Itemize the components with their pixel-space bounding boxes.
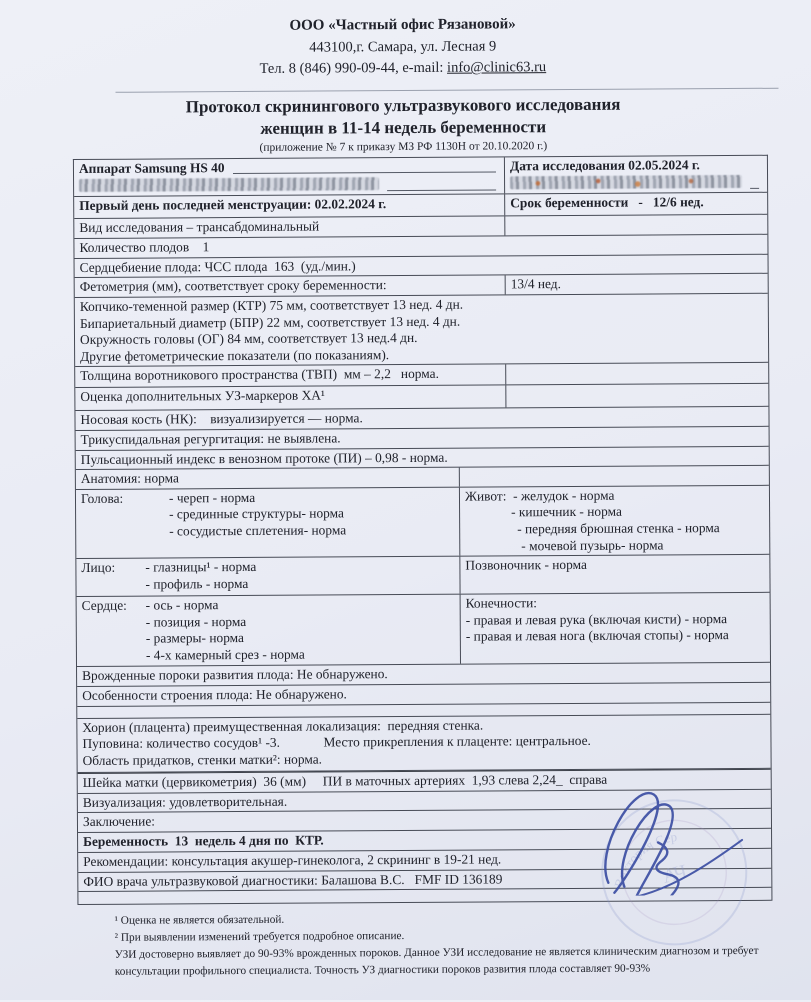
face-label: Лицо: xyxy=(81,560,116,576)
heart-axis-text: - ось - норма xyxy=(145,597,219,613)
header-divider xyxy=(116,88,779,93)
disclaimer-text: УЗИ достоверно выявляет до 90-93% врожденных пороков. Данное УЗИ исследование не является клиническим диагнозом и требует консультации профильного специалиста. Точность УЗ диагностики пороков развития плода составляет 90-93% xyxy=(114,944,762,978)
anatomy-text: Анатомия: норма xyxy=(80,470,180,487)
conclusion-text: Беременность 13 недель 4 дня по КТР. xyxy=(83,832,324,849)
midline-structures-text: - срединные структуры- норма xyxy=(169,505,345,522)
nasal-bone-text: Носовая кость (НК): визуализируется — норма. xyxy=(80,410,363,428)
congenital-text: Врожденные пороки развития плода: Не обнаружено. xyxy=(82,665,388,683)
orbits-text: - глазницы¹ - норма xyxy=(145,559,257,575)
document-title-line1: Протокол скринингового ультразвукового исследования xyxy=(185,94,621,117)
four-chamber-text: - 4-х камерный срез - норма xyxy=(145,646,305,663)
stamp-arc-text: Виктория Сер xyxy=(611,828,678,890)
clinic-address: 443100,г. Самара, ул. Лесная 9 xyxy=(309,37,497,56)
recommendations-text: Рекомендации: консультация акушер-гинеколога, 2 скрининг в 19-21 нед. xyxy=(83,851,502,869)
blank-line xyxy=(387,177,496,192)
redacted-handwriting xyxy=(510,175,742,189)
clinic-phone: Тел. 8 (846) 990-09-44, e-mail: xyxy=(259,59,448,78)
abdominal-wall-text: - передняя брюшная стенка - норма xyxy=(517,520,720,537)
study-date-text: Дата исследования 02.05.2024 г. xyxy=(509,157,700,174)
fetometry-label: Фетометрия (мм), соответствует сроку беременности: xyxy=(79,277,387,295)
ktr-text: Копчико-теменной размер (КТР) 75 мм, соответствует 13 нед. 4 дн. xyxy=(79,296,464,314)
clinic-name: ООО «Частный офис Рязановой» xyxy=(289,16,516,34)
clinic-contacts xyxy=(0,56,808,83)
cell-study-date xyxy=(504,156,767,194)
adnexa-text: Область придатков, стенки матки²: норма. xyxy=(82,751,323,768)
umbilical-cord-text: Пуповина: количество сосудов¹ -3. Место прикрепления к плаценте: центральное. xyxy=(82,733,591,752)
row-face-spine xyxy=(76,555,769,597)
row-apparatus xyxy=(74,156,767,198)
og-text: Окружность головы (ОГ) 84 мм, соответствует 13 нед.4 дн. xyxy=(79,330,418,348)
choroid-plexus-text: - сосудистые сплетения- норма xyxy=(169,522,347,539)
chorion-text: Хорион (плацента) преимущественная локализация: передняя стенка. xyxy=(82,717,484,735)
study-type-text: Вид исследования – трансабдоминальный xyxy=(79,219,320,236)
fetus-count-text: Количество плодов 1 xyxy=(79,239,210,256)
pulsation-index-text: Пульсационный индекс в венозном протоке (ПИ) – 0,98 - норма. xyxy=(80,449,448,467)
fetometry-value: 13/4 нед. xyxy=(510,276,561,292)
tvp-text: Толщина воротникового пространства (ТВП) мм – 2,2 норма. xyxy=(80,366,439,384)
features-text: Особенности строения плода: Не обнаружено. xyxy=(82,686,347,703)
legs-text: - правая и левая нога (включая стопы) - норма xyxy=(465,627,729,645)
cervix-text: Шейка матки (цервикометрия) 36 (мм) ПИ в маточных артериях 1,93 слева 2,24_ справа xyxy=(82,771,608,790)
heart-position-text: - позиция - норма xyxy=(145,613,247,630)
empty-cell xyxy=(459,466,769,487)
other-fetometry-text: Другие фетометрические показатели (по показаниям). xyxy=(80,346,390,364)
row-fetometry-details xyxy=(75,294,768,368)
arms-text: - правая и левая рука (включая кисти) - норма xyxy=(465,610,728,628)
head-label: Голова: xyxy=(80,490,124,506)
empty-cell xyxy=(505,384,768,408)
stamp-center-text: АЧ xyxy=(660,860,690,888)
bladder-text: - мочевой пузырь- норма xyxy=(521,537,664,553)
redacted-patient-name xyxy=(79,178,379,193)
cell-heart xyxy=(77,595,460,666)
skull-text: - череп - норма xyxy=(168,489,256,506)
doctor-signature xyxy=(586,770,747,896)
clinic-email-link[interactable]: info@clinic63.ru xyxy=(446,59,547,76)
heartbeat-text: Сердцебиение плода: ЧСС плода 163 (уд./мин.) xyxy=(79,258,356,275)
bpr-text: Бипариетальный диаметр (БПР) 22 мм, соответствует 13 нед. 4 дн. xyxy=(79,313,461,331)
profile-text: - профиль - норма xyxy=(145,575,249,592)
last-menstruation-text: Первый день последней менструации: 02.02.2024 г. xyxy=(79,196,387,214)
document-title-line2: женщин в 11-14 недель беременности xyxy=(260,117,547,139)
heart-label: Сердце: xyxy=(81,597,127,614)
tricuspid-text: Трикуспидальная регургитация: не выявлена. xyxy=(80,430,341,447)
conclusion-label: Заключение: xyxy=(82,813,156,830)
heart-size-text: - размеры- норма xyxy=(145,630,245,647)
row-chorion xyxy=(77,714,770,772)
gestation-term-text: Срок беременности - 12/6 нед. xyxy=(510,194,704,211)
cell-apparatus xyxy=(74,157,504,196)
visualization-text: Визуализация: удовлетворительная. xyxy=(82,793,288,810)
intestine-text: - кишечник - норма xyxy=(511,504,622,520)
apparatus-text: Аппарат Samsung HS 40 xyxy=(78,159,225,176)
cell-abdomen xyxy=(459,486,769,556)
cell-face xyxy=(76,557,459,596)
empty-cell xyxy=(504,215,767,235)
cell-head xyxy=(76,487,459,558)
row-heart-limbs xyxy=(77,593,770,667)
document-subtitle: (приложение № 7 к приказу МЗ РФ 1130Н от 20.10.2020 г.) xyxy=(259,140,548,154)
limbs-label: Конечности: xyxy=(465,595,538,611)
uz-markers-text: Оценка дополнительных УЗ-маркеров ХА¹ xyxy=(80,387,325,405)
empty-cell xyxy=(505,363,768,385)
row-head-abdomen xyxy=(76,486,769,560)
doctor-name-text: ФИО врача ультразвуковой диагностики: Балашова В.С. FMF ID 136189 xyxy=(83,870,503,889)
spine-text: Позвоночник - норма xyxy=(465,557,587,573)
footnote-1: ¹ Оценка не является обязательной. xyxy=(114,913,285,927)
blank-line xyxy=(233,159,497,175)
clinic-header xyxy=(0,0,808,82)
footnote-2: ² При выявлении изменений требуется подробное описание. xyxy=(114,930,405,944)
blank-line xyxy=(750,175,759,189)
cell-limbs xyxy=(460,593,770,663)
stomach-text: Живот: - желудок - норма xyxy=(464,487,615,504)
